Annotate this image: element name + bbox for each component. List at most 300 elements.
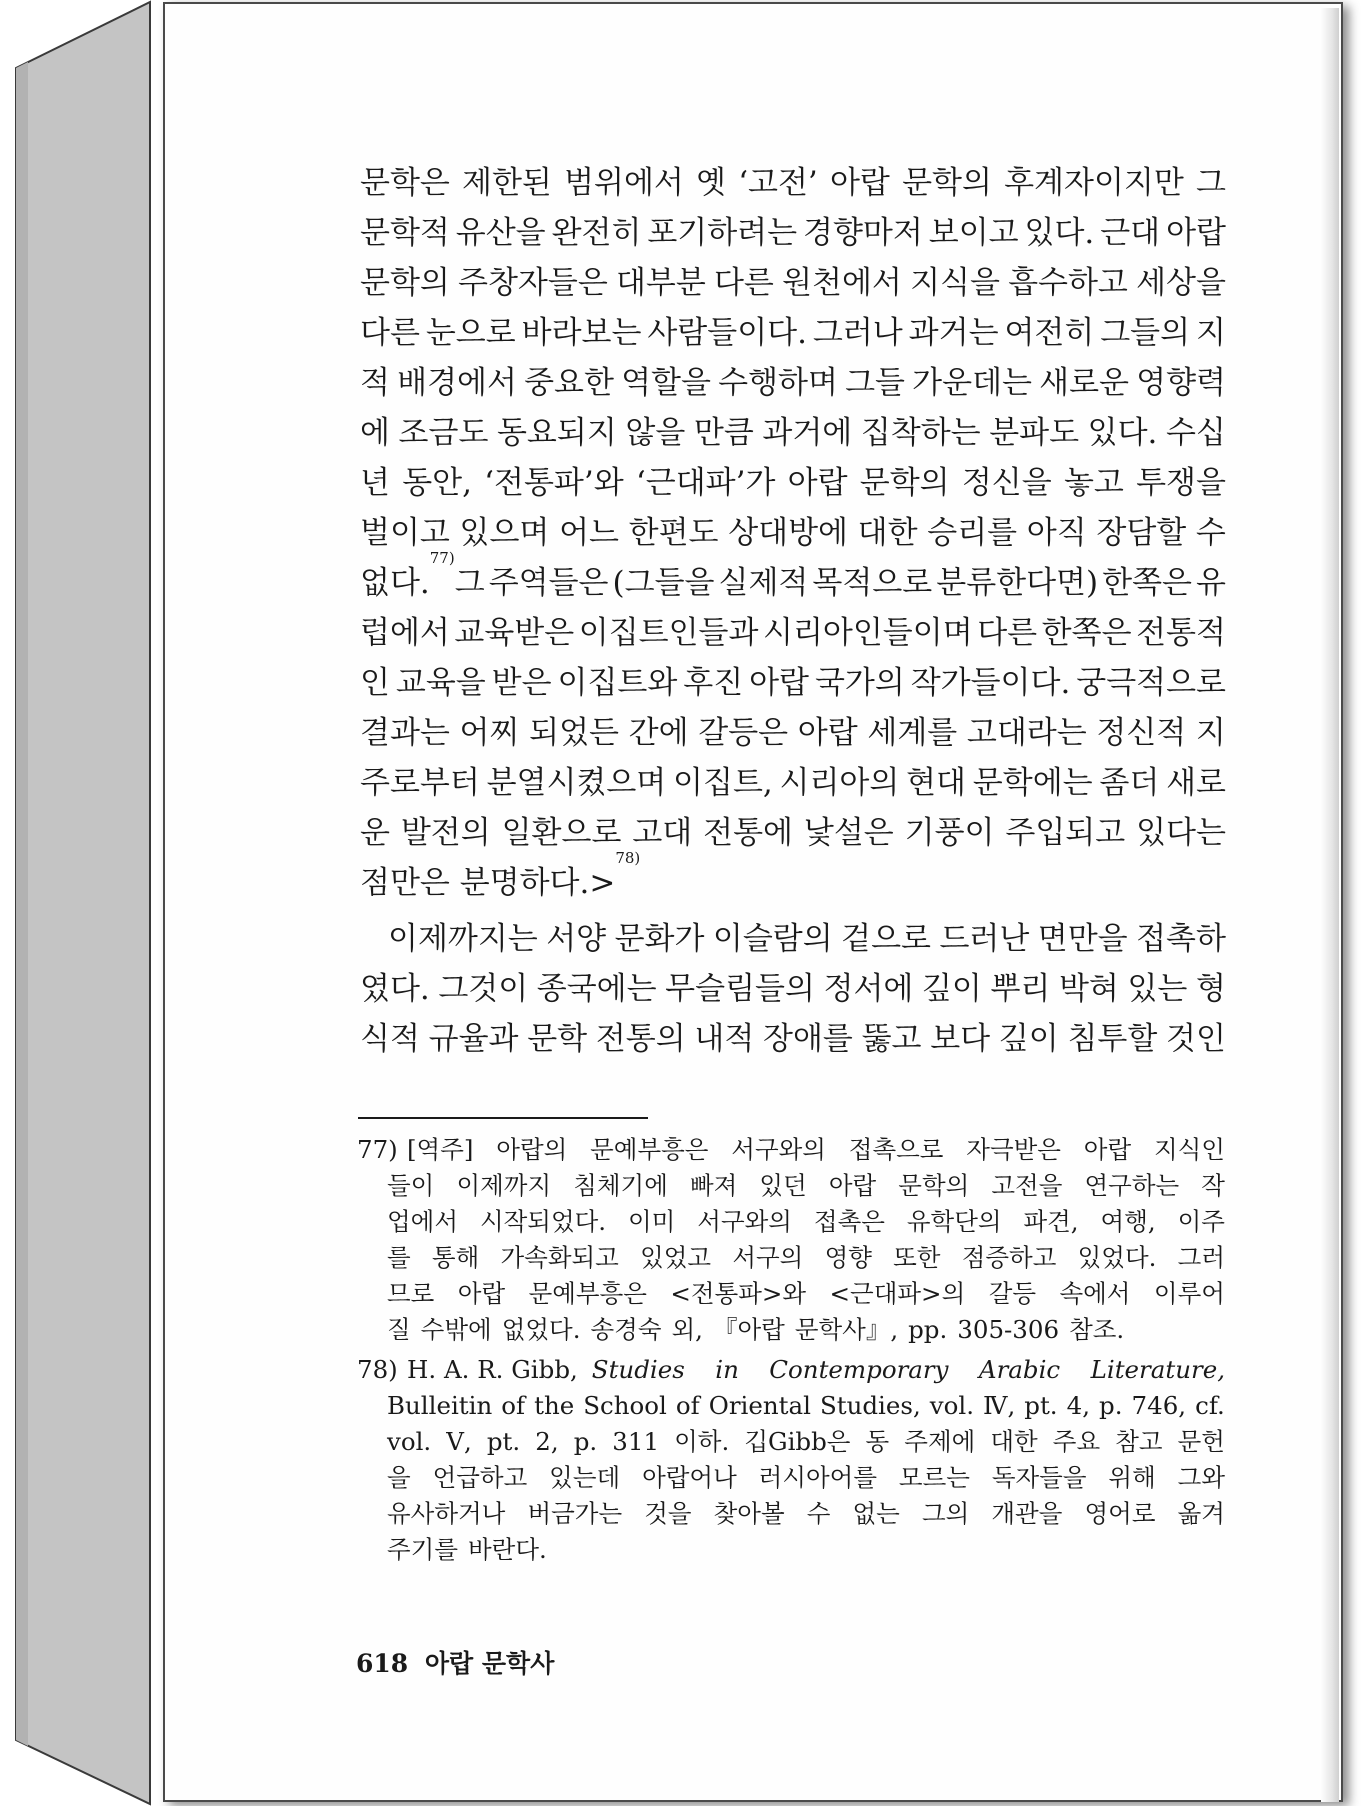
word: 새로 bbox=[1166, 765, 1226, 801]
word: 찾아볼 bbox=[713, 1499, 785, 1528]
word: 개관을 bbox=[991, 1499, 1063, 1528]
book-spine bbox=[0, 0, 175, 1806]
word: 였다. bbox=[360, 971, 430, 1007]
word: 년 bbox=[360, 465, 390, 501]
word: 않을 bbox=[625, 415, 686, 451]
footnote-line bbox=[357, 1204, 1225, 1240]
word: 침투할 bbox=[1067, 1021, 1158, 1057]
word: (그들을 bbox=[612, 565, 715, 601]
word: 문화가 bbox=[614, 921, 705, 957]
word: 주기를 bbox=[387, 1535, 459, 1564]
word: 지 bbox=[1196, 315, 1226, 351]
body-line bbox=[360, 549, 1226, 608]
word: 후계자이지만 bbox=[1004, 165, 1184, 201]
word: of bbox=[675, 1391, 700, 1420]
word: Oriental bbox=[708, 1391, 811, 1420]
word: 수행하며 bbox=[718, 365, 838, 401]
word: 아랍어나 bbox=[642, 1463, 737, 1492]
word: 유학단의 bbox=[906, 1207, 1002, 1236]
word: 고대라는 bbox=[966, 715, 1087, 751]
word: 조금도 bbox=[398, 415, 489, 451]
word: 뚫고 bbox=[861, 1021, 922, 1057]
word: 있다는 bbox=[1136, 815, 1226, 851]
word: 옛 bbox=[696, 165, 726, 201]
word: 결과는 bbox=[360, 715, 450, 751]
word: 종국에는 bbox=[536, 971, 657, 1007]
word: 한쪽은 bbox=[1102, 565, 1192, 601]
word: vol. bbox=[387, 1427, 432, 1456]
word: 동 bbox=[865, 1427, 890, 1456]
footnote-78 bbox=[357, 1352, 1225, 1568]
word: 동요되지 bbox=[496, 415, 617, 451]
word: 아랍 bbox=[457, 1279, 506, 1308]
word: 후진 bbox=[683, 665, 744, 701]
word: 면만을 bbox=[1037, 921, 1128, 957]
word: 파견, bbox=[1023, 1207, 1079, 1236]
word: 기풍이 bbox=[904, 815, 995, 851]
word: 세상을 bbox=[1136, 265, 1226, 301]
word: 대한 bbox=[990, 1427, 1038, 1456]
word: 746, bbox=[1131, 1391, 1187, 1420]
word: 낯설은 bbox=[803, 815, 894, 851]
word: 아랍 bbox=[749, 665, 809, 701]
word: 없는 bbox=[852, 1499, 900, 1528]
page-edge-shadow bbox=[1321, 8, 1339, 1802]
word: 주제에 bbox=[904, 1427, 976, 1456]
word: 드러난 bbox=[939, 921, 1030, 957]
footnote-line bbox=[357, 1388, 1225, 1424]
word: 유사하거나 bbox=[387, 1499, 506, 1528]
word: 속에서 bbox=[1059, 1279, 1131, 1308]
word: 교육을 bbox=[395, 665, 486, 701]
word: 전통적 bbox=[1136, 615, 1226, 651]
word: 접촉은 bbox=[813, 1207, 885, 1236]
word: School bbox=[583, 1391, 667, 1420]
word: 중요한 bbox=[524, 365, 614, 401]
word: 그러 bbox=[1177, 1243, 1225, 1272]
word: 서구의 bbox=[732, 1243, 804, 1272]
word: 문학사』, bbox=[794, 1315, 899, 1344]
word: 311 bbox=[612, 1427, 660, 1456]
word: 깊이 bbox=[998, 1021, 1059, 1057]
word: 정서에 bbox=[823, 971, 914, 1007]
word: 질 bbox=[387, 1315, 411, 1344]
footnote-number: 77) bbox=[357, 1135, 398, 1164]
word: 있다. bbox=[1087, 415, 1158, 451]
word: 한편도 bbox=[628, 515, 719, 551]
word: 한쪽은 bbox=[1041, 615, 1132, 651]
word: 아직 bbox=[1026, 515, 1087, 551]
word: 그 bbox=[454, 565, 485, 601]
word: 문학의 bbox=[360, 265, 450, 301]
word: 흡수하고 bbox=[1008, 265, 1128, 301]
word: 문학의 bbox=[859, 465, 950, 501]
word: 참조. bbox=[1069, 1315, 1125, 1344]
word: 고대 bbox=[632, 815, 693, 851]
word: 궁극적으로 bbox=[1076, 665, 1226, 701]
word: 를 bbox=[387, 1243, 411, 1272]
word: 여전히 bbox=[1004, 315, 1095, 351]
word: 서구와의 bbox=[731, 1135, 826, 1164]
word: 버금가는 bbox=[527, 1499, 623, 1528]
word: 과거는 bbox=[908, 315, 999, 351]
word: 시리아인들이며 bbox=[763, 615, 973, 651]
footnote-line bbox=[357, 1132, 1225, 1168]
body-line bbox=[360, 358, 1226, 408]
word: 문학적 bbox=[360, 215, 450, 251]
body-line bbox=[360, 408, 1226, 458]
word: 집착하는 bbox=[860, 415, 981, 451]
footnote-line bbox=[357, 1496, 1225, 1532]
word: 근대 bbox=[1100, 215, 1161, 251]
body-line bbox=[360, 608, 1226, 658]
word: 주요 bbox=[1052, 1427, 1101, 1456]
word: 바라보는 bbox=[521, 315, 642, 351]
word: 있다. bbox=[1024, 215, 1095, 251]
word: 제한된 bbox=[462, 165, 552, 201]
word: 발전의 bbox=[400, 815, 491, 851]
body-line-rest bbox=[455, 558, 1226, 608]
word: 인 bbox=[360, 665, 390, 701]
word: 지식인 bbox=[1153, 1135, 1225, 1164]
word: 또한 bbox=[893, 1243, 941, 1272]
body-text bbox=[360, 158, 1226, 1064]
word: 무슬림들의 bbox=[665, 971, 815, 1007]
footnote-line bbox=[357, 1532, 1225, 1568]
word: 아랍 bbox=[829, 165, 890, 201]
word: p. bbox=[573, 1427, 598, 1456]
footnote-book-title bbox=[592, 1352, 1225, 1388]
word: ‘고전’ bbox=[738, 165, 818, 201]
body-line bbox=[360, 508, 1226, 558]
word: 투쟁을 bbox=[1136, 465, 1226, 501]
word: pt. bbox=[486, 1427, 521, 1456]
word: 이집트와 bbox=[557, 665, 678, 701]
word: 이미 bbox=[628, 1207, 676, 1236]
word: 접촉으로 bbox=[848, 1135, 944, 1164]
word: 대한 bbox=[857, 515, 918, 551]
word: 주입되고 bbox=[1005, 815, 1126, 851]
word: 이제까지 bbox=[456, 1171, 552, 1200]
word: 문예부흥은 bbox=[590, 1135, 709, 1164]
word: 갈등 bbox=[988, 1279, 1037, 1308]
body-line bbox=[360, 1014, 1226, 1064]
word: 4, bbox=[1066, 1391, 1091, 1420]
word: 만큼 bbox=[693, 415, 754, 451]
word: 교육받은 bbox=[454, 615, 575, 651]
word: 그들의 bbox=[1100, 315, 1191, 351]
page-folio bbox=[356, 1649, 554, 1679]
word: 므로 bbox=[387, 1279, 435, 1308]
word: 문학은 bbox=[360, 165, 450, 201]
word: 장애를 bbox=[763, 1021, 853, 1057]
word: 그들 bbox=[845, 365, 905, 401]
word: 문헌 bbox=[1177, 1427, 1225, 1456]
word: 접촉하 bbox=[1136, 921, 1226, 957]
body-line bbox=[360, 964, 1226, 1014]
footnote-line bbox=[357, 1240, 1225, 1276]
word: 적 bbox=[360, 365, 390, 401]
word: 정신적 bbox=[1096, 715, 1187, 751]
word: 분류한다면) bbox=[936, 565, 1099, 601]
word: 서양 bbox=[546, 921, 607, 957]
word: 규율과 bbox=[428, 1021, 519, 1057]
word: 통해 bbox=[431, 1243, 480, 1272]
word: 아랍 bbox=[828, 1171, 877, 1200]
word: 을 bbox=[387, 1463, 411, 1492]
word: 문예부흥은 bbox=[528, 1279, 647, 1308]
footnote-number: 78) bbox=[357, 1355, 398, 1384]
word: 영향 bbox=[824, 1243, 872, 1272]
word: 2, bbox=[535, 1427, 559, 1456]
word: 일환으로 bbox=[501, 815, 622, 851]
page-number: 618 bbox=[356, 1649, 409, 1678]
word: 사람들이다. bbox=[647, 315, 807, 351]
word: 다른 bbox=[360, 315, 420, 351]
word: 여행, bbox=[1100, 1207, 1156, 1236]
word: 분열시켰으며 bbox=[486, 765, 667, 801]
word: <전통파>와 bbox=[670, 1279, 807, 1308]
word: Ⅳ, bbox=[983, 1391, 1016, 1420]
word: 작가들이다. bbox=[910, 665, 1071, 701]
word: 『아랍 bbox=[712, 1315, 785, 1344]
footnote-line bbox=[357, 1312, 1225, 1348]
word: 다른 bbox=[977, 615, 1038, 651]
word: 위해 bbox=[1108, 1463, 1156, 1492]
word: 침체기에 bbox=[573, 1171, 668, 1200]
word: 주로부터 bbox=[360, 765, 480, 801]
word: 눈으로 bbox=[425, 315, 516, 351]
word: 간에 bbox=[628, 715, 689, 751]
footnote-divider bbox=[358, 1117, 648, 1119]
word: 현대 bbox=[906, 765, 967, 801]
footnote-line bbox=[357, 1424, 1225, 1460]
body-line bbox=[360, 808, 1226, 858]
word: 장담할 bbox=[1096, 515, 1187, 551]
word: 있었다. bbox=[1077, 1243, 1157, 1272]
body-line bbox=[360, 458, 1226, 508]
word: 박혀 bbox=[1058, 971, 1119, 1007]
word: 운 bbox=[360, 815, 390, 851]
word: 작 bbox=[1201, 1171, 1225, 1200]
word: 어느 bbox=[559, 515, 619, 551]
word: 305-306 bbox=[957, 1315, 1060, 1344]
word: 아랍 bbox=[1083, 1135, 1132, 1164]
word: 세계를 bbox=[867, 715, 958, 751]
word: 빠져 bbox=[689, 1171, 738, 1200]
word: 포기하려는 bbox=[647, 215, 798, 251]
body-line bbox=[360, 158, 1226, 208]
word: Studies bbox=[591, 1355, 685, 1384]
word: 완전히 bbox=[551, 215, 642, 251]
word: 유 bbox=[1196, 565, 1226, 601]
word: 벌이고 bbox=[360, 515, 450, 551]
word: 승리를 bbox=[927, 515, 1018, 551]
word: 수 bbox=[806, 1499, 831, 1528]
body-line bbox=[360, 849, 1226, 908]
word: 러시아어를 bbox=[758, 1463, 877, 1492]
word: 수밖에 bbox=[420, 1315, 492, 1344]
footnote-ref-77[interactable]: 77) bbox=[429, 549, 455, 567]
word: 시작되었다. bbox=[479, 1207, 607, 1236]
word: 수 bbox=[1195, 515, 1226, 551]
word: 참고 bbox=[1115, 1427, 1163, 1456]
word: 보다 bbox=[930, 1021, 991, 1057]
word: 뿌리 bbox=[990, 971, 1051, 1007]
word: Contemporary bbox=[769, 1355, 949, 1384]
word: 문학의 bbox=[898, 1171, 970, 1200]
word: 수십 bbox=[1165, 415, 1226, 451]
word: 연구하는 bbox=[1084, 1171, 1180, 1200]
body-line-text: 점만은 분명하다.> bbox=[360, 865, 616, 901]
word: 배경에서 bbox=[397, 365, 517, 401]
word: vol. bbox=[929, 1391, 974, 1420]
word: 바란다. bbox=[468, 1535, 547, 1564]
word: 전통의 bbox=[595, 1021, 686, 1057]
word: 것인 bbox=[1166, 1021, 1226, 1057]
word: 경향마저 bbox=[803, 215, 923, 251]
word: 있었고 bbox=[640, 1243, 712, 1272]
footnote-line bbox=[357, 1460, 1225, 1496]
word: Bulleitin bbox=[387, 1391, 493, 1420]
body-line bbox=[360, 708, 1226, 758]
word: 분파도 bbox=[989, 415, 1080, 451]
footnote-line bbox=[357, 1168, 1225, 1204]
word: 들이 bbox=[387, 1171, 435, 1200]
word: 식적 bbox=[360, 1021, 420, 1057]
word: 갈등은 bbox=[698, 715, 789, 751]
word: 옮겨 bbox=[1177, 1499, 1225, 1528]
word: 업에서 bbox=[387, 1207, 459, 1236]
body-line bbox=[360, 658, 1226, 708]
word: 가운데는 bbox=[912, 365, 1032, 401]
footnote-line bbox=[357, 1276, 1225, 1312]
word: the bbox=[534, 1391, 575, 1420]
footnote-77 bbox=[357, 1132, 1225, 1348]
body-line bbox=[360, 208, 1226, 258]
word: 독자들을 bbox=[991, 1463, 1087, 1492]
body-line bbox=[360, 258, 1226, 308]
word: 것을 bbox=[644, 1499, 692, 1528]
word: Arabic bbox=[978, 1355, 1061, 1384]
word: 지 bbox=[1195, 715, 1226, 751]
word: 대부분 bbox=[615, 265, 706, 301]
word: 전통에 bbox=[703, 815, 793, 851]
word: 럽에서 bbox=[360, 615, 450, 651]
word: <근대파>의 bbox=[829, 1279, 966, 1308]
word: 다른 bbox=[713, 265, 774, 301]
word: 이슬람의 bbox=[712, 921, 833, 957]
word: 유산을 bbox=[455, 215, 546, 251]
body-line-text: 없다. bbox=[360, 565, 430, 601]
word: pp. bbox=[908, 1315, 948, 1344]
word: 국가의 bbox=[814, 665, 905, 701]
word: 가속화되고 bbox=[500, 1243, 619, 1272]
word: in bbox=[715, 1355, 739, 1384]
body-line bbox=[360, 914, 1226, 964]
word: 그 bbox=[1195, 165, 1226, 201]
footnote-line bbox=[357, 1352, 1225, 1388]
body-line bbox=[360, 758, 1226, 808]
word: 자극받은 bbox=[966, 1135, 1061, 1164]
word: 아랍 bbox=[1166, 215, 1226, 251]
word: 이집트, bbox=[673, 765, 773, 801]
word: ‘근대파’가 bbox=[635, 465, 776, 501]
word: 문학의 bbox=[902, 165, 992, 201]
word: 에 bbox=[360, 415, 390, 451]
running-title: 아랍 문학사 bbox=[424, 1649, 555, 1678]
word: 이루어 bbox=[1153, 1279, 1225, 1308]
word: p. bbox=[1099, 1391, 1123, 1420]
word: 깁Gibb은 bbox=[744, 1427, 851, 1456]
word: 그것이 bbox=[438, 971, 529, 1007]
word: 주역들은 bbox=[488, 565, 609, 601]
word: 역할을 bbox=[621, 365, 711, 401]
word: 내적 bbox=[694, 1021, 755, 1057]
word: 원천에서 bbox=[782, 265, 902, 301]
word: 그의 bbox=[921, 1499, 970, 1528]
word: 상대방에 bbox=[728, 515, 848, 551]
word: 실제적 bbox=[718, 565, 809, 601]
word: 문학 bbox=[527, 1021, 588, 1057]
word: 보이고 bbox=[928, 215, 1019, 251]
word: 되었든 bbox=[529, 715, 619, 751]
word: 이제까지는 bbox=[388, 921, 538, 957]
word: 있는데 bbox=[549, 1463, 621, 1492]
word: ‘전통파’와 bbox=[484, 465, 624, 501]
word: 받은 bbox=[491, 665, 552, 701]
word: 모르는 bbox=[898, 1463, 970, 1492]
word: 과거에 bbox=[762, 415, 853, 451]
word: 형 bbox=[1195, 971, 1226, 1007]
word: 문학에는 bbox=[972, 765, 1093, 801]
word: pt. bbox=[1024, 1391, 1058, 1420]
word: 깊이 bbox=[921, 971, 982, 1007]
word: 시리아의 bbox=[779, 765, 900, 801]
word: 영어로 bbox=[1084, 1499, 1156, 1528]
word: 점증하고 bbox=[961, 1243, 1057, 1272]
word: 송경숙 bbox=[590, 1315, 662, 1344]
word: Literature, bbox=[1090, 1355, 1225, 1384]
word: 없었다. bbox=[501, 1315, 581, 1344]
word: 놓고 bbox=[1063, 465, 1124, 501]
word: 동안, bbox=[402, 465, 472, 501]
word: 아랍 bbox=[787, 465, 848, 501]
word: [역주] bbox=[407, 1135, 474, 1164]
word: 영향력 bbox=[1136, 365, 1226, 401]
word: 외, bbox=[671, 1315, 703, 1344]
word: 범위에서 bbox=[564, 165, 684, 201]
word: 있으며 bbox=[459, 515, 550, 551]
footnote-author: H. A. R. Gibb, bbox=[407, 1355, 578, 1384]
word: 서구와의 bbox=[697, 1207, 792, 1236]
word: 아랍 bbox=[797, 715, 858, 751]
word: 어찌 bbox=[459, 715, 520, 751]
word: 좀더 bbox=[1099, 765, 1160, 801]
word: 정신을 bbox=[961, 465, 1052, 501]
word: 이주 bbox=[1177, 1207, 1225, 1236]
footnote-ref-78[interactable]: 78) bbox=[615, 849, 641, 867]
word: 있는 bbox=[1127, 971, 1188, 1007]
word: of bbox=[501, 1391, 526, 1420]
word: 주창자들은 bbox=[458, 265, 608, 301]
word: 있던 bbox=[759, 1171, 807, 1200]
word: Studies, bbox=[819, 1391, 921, 1420]
word: 지식을 bbox=[910, 265, 1000, 301]
word: 새로운 bbox=[1039, 365, 1129, 401]
word: 이집트인들과 bbox=[578, 615, 759, 651]
word: 이하. bbox=[674, 1427, 730, 1456]
